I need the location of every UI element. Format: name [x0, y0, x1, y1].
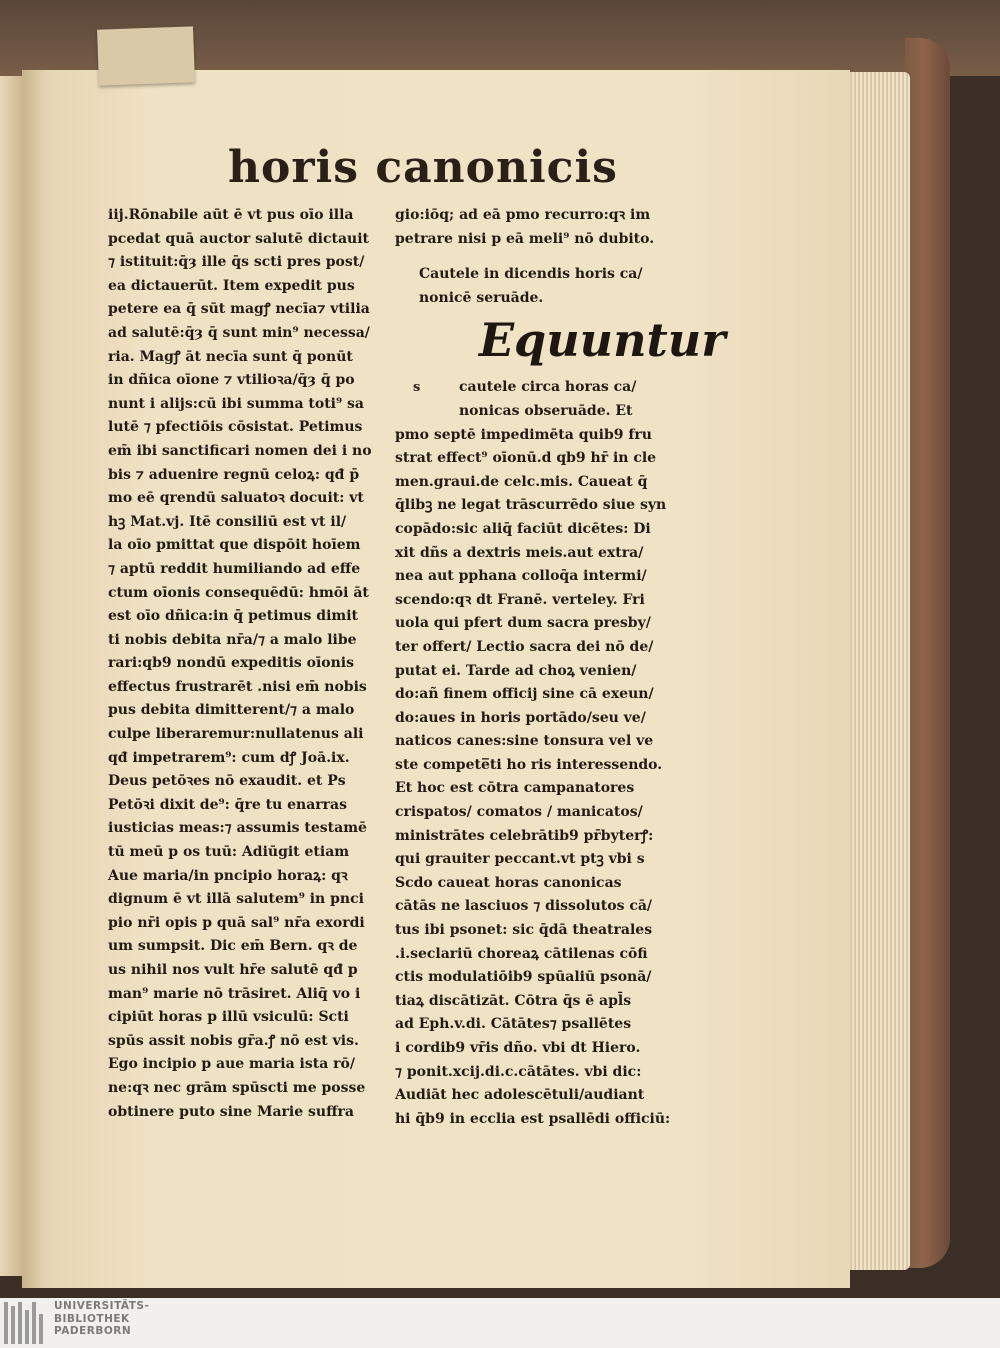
right-column [395, 204, 726, 1127]
text-line: iij.Rōnabile aūt ē vt pus oīo illa [108, 207, 354, 223]
running-head: horis canonicis [228, 142, 618, 193]
text-line: cātās ne lasciuos ⁊ dissolutos cā/ [395, 898, 653, 915]
text-line: nonicas obseruāde. Et [459, 402, 633, 419]
text-line: ⁊ istituit:q̄ȝ ille q̄s scti pres post/ [108, 254, 365, 271]
text-line: bis ⁊ aduenire regnū celoꝝ: qđ p̄ [108, 466, 360, 483]
text-line: um sumpsit. Dic em̄ Bern. qꝛ de [108, 938, 358, 955]
text-line: em̄ ibi sanctificari nomen dei i no [108, 442, 372, 459]
text-line: pio nr̄i opis p quā sal⁹ nr̄a exordi [108, 914, 365, 931]
text-line: lutē ⁊ pfectiōis cōsistat. Petimus [108, 419, 363, 436]
library-name [54, 1300, 149, 1338]
text-line: Aue maria/in pncipio horaꝝ: qꝛ [108, 867, 348, 884]
text-line: qđ impetrarem⁹: cum dꝭ Joā.ix. [108, 749, 350, 766]
text-line: pcedat quā auctor salutē dictauit [108, 230, 369, 247]
text-line: i cordib9 vr̄is dño. vbi dt Hiero. [395, 1040, 641, 1056]
text-line: q̄libꝫ ne legat trāscurrēdo siue syn [395, 497, 667, 514]
text-line: Deus petōꝛes nō exaudit. et Ps [108, 773, 346, 790]
library-logo-icon [0, 1302, 46, 1344]
text-line: tū meū p os tuū: Adiūgit etiam [108, 844, 350, 861]
text-line: tiaꝝ discātizāt. Cōtra q̄s ē apl̄s [395, 992, 632, 1009]
text-line: Petōꝛi dixit de⁹: q̄re tu enarras [108, 796, 348, 813]
text-line: ne:qꝛ nec grām spūscti me posse [108, 1079, 366, 1096]
text-line: la oīo pmittat que dispōit hoīem [108, 537, 361, 554]
page-edges [848, 72, 910, 1270]
text-line: uola qui pfert dum sacra presby/ [395, 615, 651, 632]
text-line: dignum ē vt illā salutem⁹ in pnci [108, 891, 364, 908]
text-line: tus ibi psonet: sic q̄dā theatrales [395, 922, 653, 939]
text-line: men.graui.de celc.mis. Caueat q̄ [395, 473, 648, 490]
text-line: petere ea q̄ sūt magꝭ necīa⁊ vtilia [108, 301, 370, 318]
text-line: obtinere puto sine Marie suffra [108, 1103, 355, 1120]
text-line: iusticias meas:⁊ assumis testamē [108, 820, 367, 837]
text-line: strat effect⁹ oīonū.d qb9 hr̄ in cle [395, 450, 657, 467]
text-line: cipiūt horas p illū vsiculū: Scti [108, 1009, 349, 1026]
text-line: pus debita dimitterent/⁊ a malo [108, 702, 355, 719]
text-line: effectus frustrarēt .nisi em̄ nobis [108, 678, 367, 695]
text-line: gio:iōq; ad eā pmo recurro:qꝛ im [395, 207, 651, 223]
text-line: ti nobis debita nr̄a/⁊ a malo libe [108, 631, 357, 648]
text-line: do:añ finem officij sine cā exeun/ [395, 686, 654, 703]
text-line: ad Eph.v.di. Cātātes⁊ psallētes [395, 1016, 632, 1033]
text-line: naticos canes:sine tonsura vel ve [395, 733, 654, 750]
text-line: ⁊ ponit.xcij.di.c.cātātes. vbi dic: [395, 1063, 642, 1080]
rubric-line: Cautele in dicendis horis ca/ [419, 266, 643, 283]
text-line: ctum oīonis consequēdū: hmōi āt [108, 584, 369, 601]
text-line: ria. Magꝭ āt necīa sunt q̄ ponūt [108, 348, 353, 365]
initial-word-row [395, 310, 726, 376]
text-line: hꝫ Mat.vj. Itē consiliū est vt il/ [108, 513, 347, 530]
left-column [108, 204, 390, 1124]
text-line: do:aues in horis portādo/seu ve/ [395, 709, 646, 726]
text-line: ea dictauerūt. Item expedit pus [108, 277, 355, 294]
text-line: xit dñs a dextris meis.aut extra/ [395, 544, 644, 561]
text-line: ad salutē:q̄ȝ q̄ sunt min⁹ necessa/ [108, 324, 370, 341]
text-line: qui grauiter peccant.vt ptꝫ vbi s [395, 851, 645, 868]
right-column-body [395, 424, 677, 1127]
text-line: nea aut pphana colloq̄a intermi/ [395, 568, 647, 585]
text-line: petrare nisi p eā meli⁹ nō dubito. [395, 230, 655, 247]
text-line: scendo:qꝛ dt Franē. verteley. Fri [395, 591, 645, 608]
text-line: ctis modulatiōib9 spūaliū psonā/ [395, 969, 652, 986]
rubric-line: nonicē seruāde. [419, 289, 544, 306]
text-line: Et hoc est cōtra campanatores [395, 780, 635, 797]
text-line: .i.seclariū choreaꝝ cātilenas cōfi [395, 945, 648, 962]
text-line: rari:qb9 nondū expeditis oīonis [108, 655, 355, 672]
text-line: nunt i alijs:cū ibi summa toti⁹ sa [108, 395, 364, 412]
library-line: PADERBORN [54, 1325, 132, 1337]
text-line: Audiāt hec adolescētuli/audiant [395, 1087, 645, 1104]
library-line: BIBLIOTHEK [54, 1312, 130, 1325]
guide-letter: s [413, 380, 421, 396]
text-line: ministrātes celebrātib9 pr̄byterꝭ: [395, 827, 654, 844]
text-line: us nihil nos vult hr̄e salutē qđ p [108, 962, 358, 978]
text-line: cautele circa horas ca/ [459, 379, 637, 396]
text-line: Scdo caueat horas canonicas [395, 874, 622, 891]
text-line: ⁊ aptū reddit humiliando ad effe [108, 560, 361, 577]
text-line: ter offert/ Lectio sacra dei nō de/ [395, 638, 654, 655]
leather-binding [905, 38, 950, 1268]
indented-line [395, 376, 677, 400]
text-line: culpe liberaremur:nullatenus ali [108, 726, 364, 743]
text-line: hi q̄b9 in ecclia est psallēdi officiū: [395, 1110, 671, 1127]
text-line: pmo septē impedimēta quib9 fru [395, 426, 652, 443]
text-line: putat ei. Tarde ad choꝝ venien/ [395, 662, 637, 679]
text-line: crispatos/ comatos / manicatos/ [395, 804, 643, 821]
text-line: est oīo dñica:in q̄ petimus dimit [108, 608, 359, 625]
footer-bar [0, 1298, 1000, 1348]
text-line: man⁹ marie nō trāsiret. Aliq̄ vo i [108, 985, 361, 1002]
text-line: copādo:sic aliq̄ faciūt dicētes: Di [395, 520, 651, 537]
text-line: in dñica oīone ⁊ vtilioꝛa/q̄ȝ q̄ po [108, 372, 355, 389]
facing-page-edge [0, 76, 22, 1276]
initial-word: Equuntur [479, 313, 726, 368]
text-line: ste compete̅ti ho ris interessendo. [395, 756, 663, 773]
text-line: Ego incipio p aue maria ista rō/ [108, 1056, 355, 1073]
text-line: spūs assit nobis gr̄a.ꝭ nō est vis. [108, 1032, 359, 1049]
paper-tab [97, 26, 195, 85]
library-line: UNIVERSITÄTS- [54, 1300, 150, 1312]
text-line: mo eē qrendū saluatoꝛ docuit: vt [108, 490, 364, 507]
